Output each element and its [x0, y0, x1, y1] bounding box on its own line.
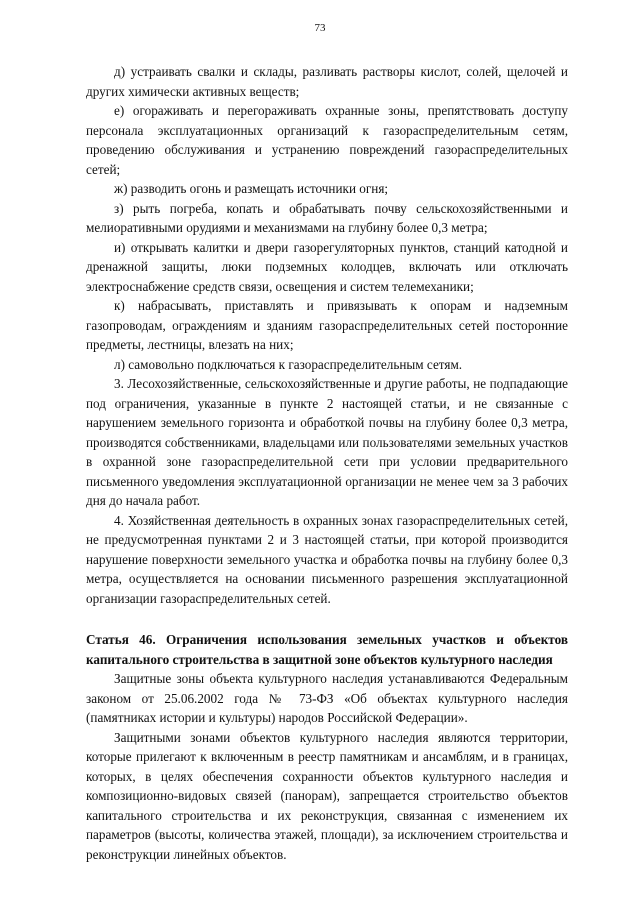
article-46-heading: Статья 46. Ограничения использования земельных участков и объектов капитального строительства в защитной зоне объектов культурного наследия: [86, 632, 568, 667]
article-46-paragraph-2: Защитными зонами объектов культурного наследия являются территории, которые прилегают к включенным в реестр памятникам и ансамблям, и в границах, которых, в целях обеспечения сохранности объектов культурного наследия и композиционно-видовых связей (панорам), запрещается строительство объектов капитального строительства и их реконструкция, связанная с изменением их параметров (высоты, количества этажей, площади), за исключением строительства и реконструкции линейных объектов.: [86, 729, 568, 862]
page-number: 73: [314, 22, 326, 34]
paragraph-item-z: з) рыть погреба, копать и обрабатывать почву сельскохозяйственными и мелиоративными орудиями и механизмами на глубину более 0,3 метра;: [86, 200, 568, 235]
article-46-paragraph-1: Защитные зоны объекта культурного наследия устанавливаются Федеральным законом от 25.06.2002 года № 73-ФЗ «Об объектах культурного наследия (памятниках истории и культуры) народов Российской Федерации».: [86, 671, 568, 725]
paragraph-item-l: л) самовольно подключаться к газораспределительным сетям.: [114, 356, 463, 372]
paragraph-point-3: 3. Лесохозяйственные, сельскохозяйственные и другие работы, не подпадающие под ограничения, указанные в пункте 2 настоящей статьи, и не связанные с нарушением земельного горизонта и обработкой почвы на глубину более 0,3 метра, производятся собственниками, владельцами или пользователями земельных участков в охранной зоне газораспределительной сети при условии предварительного письменного уведомления эксплуатационной организации не менее чем за 3 рабочих дня до начала работ.: [86, 376, 568, 508]
paragraph-point-4: 4. Хозяйственная деятельность в охранных зонах газораспределительных сетей, не предусмотренная пунктами 2 и 3 настоящей статьи, при которой производится нарушение поверхности земельного участка и обработка почвы на глубину более 0,3 метра, осуществляется на основании письменного разрешения эксплуатационной организации газораспределительных сетей.: [86, 512, 568, 606]
paragraph-item-k: к) набрасывать, приставлять и привязывать к опорам и надземным газопроводам, ограждениям и зданиям газораспределительных сетей посторонние предметы, лестницы, влезать на них;: [86, 298, 568, 352]
paragraph-item-zh: ж) разводить огонь и размещать источники огня;: [114, 181, 389, 196]
paragraph-item-i: и) открывать калитки и двери газорегуляторных пунктов, станций катодной и дренажной защиты, люки подземных колодцев, включать или отключать электроснабжение средств связи, освещения и систем телемеханики;: [86, 239, 568, 294]
document-body: [86, 62, 568, 864]
paragraph-item-e: е) огораживать и перегораживать охранные зоны, препятствовать доступу персонала эксплуатационных организаций к газораспределительным сетям, проведению обслуживания и устранению повреждений газораспределительных сетей;: [86, 103, 568, 177]
paragraph-item-d: д) устраивать свалки и склады, разливать растворы кислот, солей, щелочей и других химически активных веществ;: [86, 64, 568, 99]
